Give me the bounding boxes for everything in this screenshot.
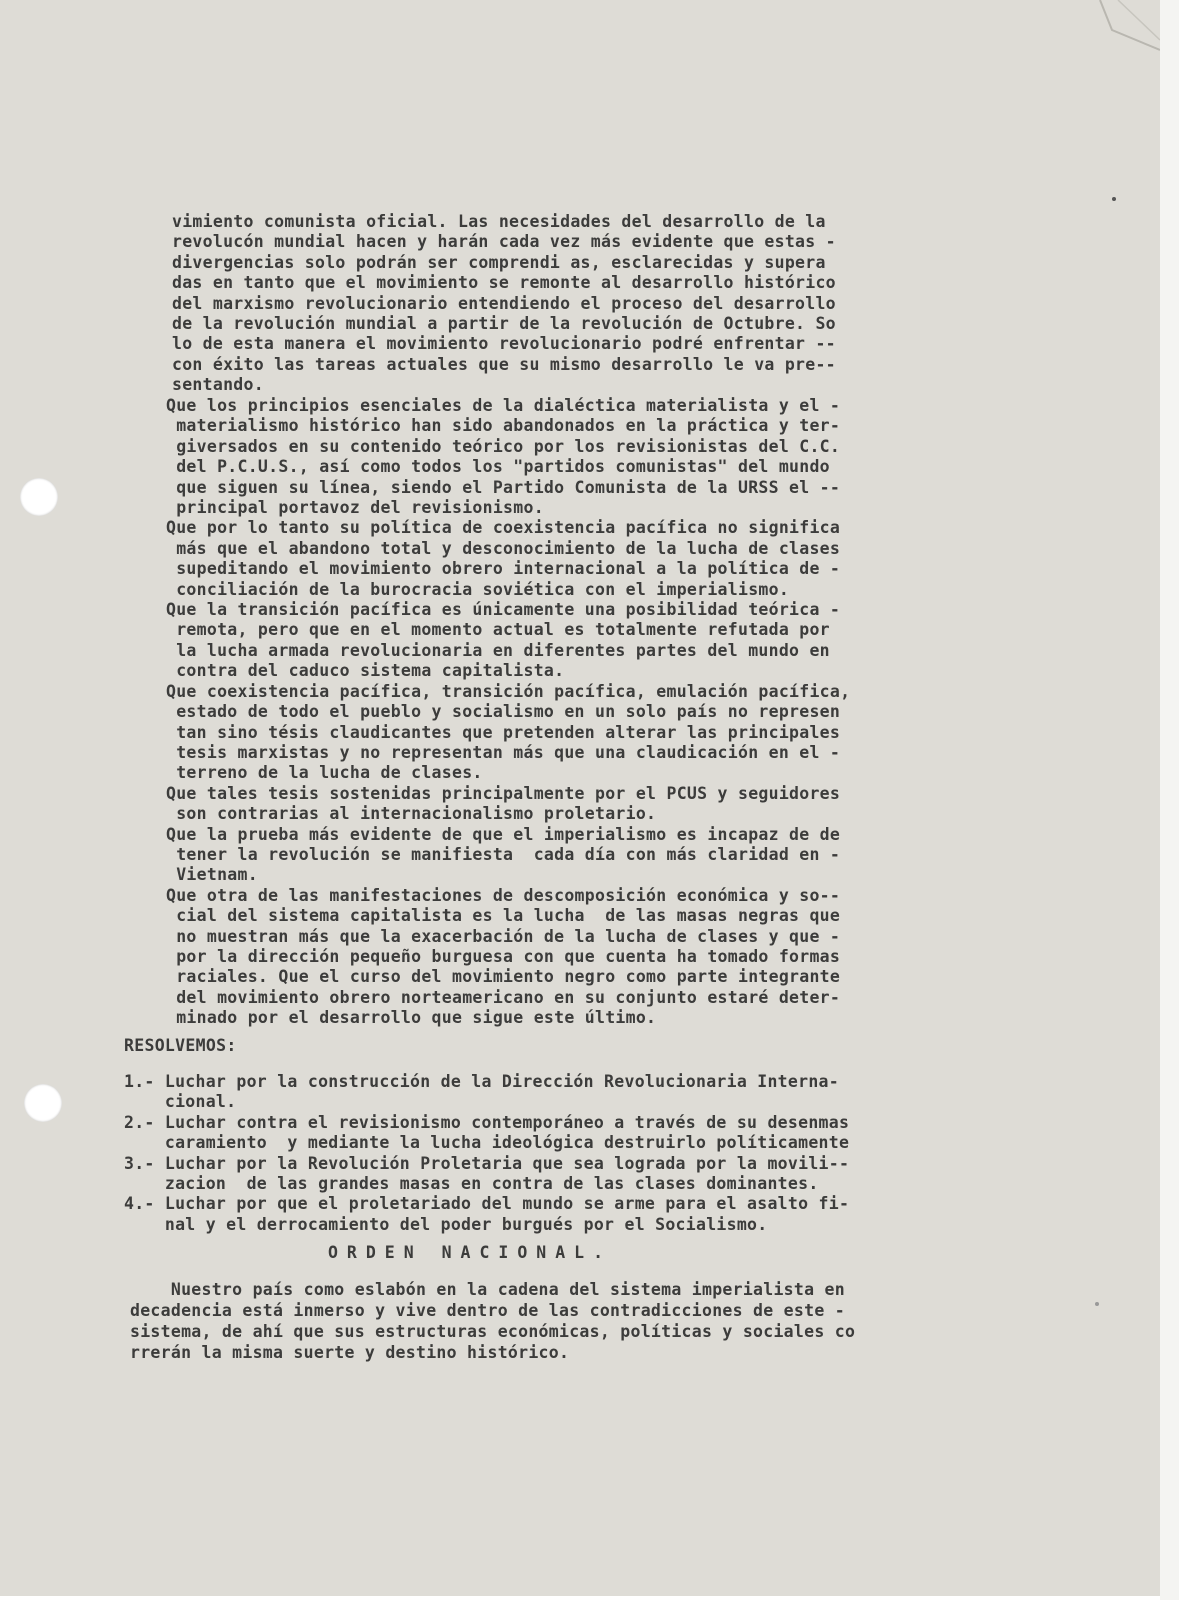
- text-line: tesis marxistas y no representan más que una claudicación en el -: [166, 742, 841, 762]
- text-line: sentando.: [172, 375, 264, 395]
- nacional-paragraph: [130, 1279, 1010, 1363]
- resolutions-heading: RESOLVEMOS:: [124, 1036, 237, 1055]
- ink-speck: [1095, 1302, 1099, 1306]
- text-line: conciliación de la burocracia soviética con el imperialismo.: [166, 579, 790, 599]
- list-item: 4.- Luchar por que el proletariado del mundo se arme para el asalto fi-: [124, 1194, 850, 1214]
- text-line: raciales. Que el curso del movimiento negro como parte integrante: [166, 967, 841, 987]
- text-line: terreno de la lucha de clases.: [166, 763, 483, 783]
- list-item: 3.- Luchar por la Revolución Proletaria que sea lograda por la movili--: [124, 1153, 850, 1173]
- text-line: Que la prueba más evidente de que el imperialismo es incapaz de de: [166, 824, 841, 844]
- list-item: 1.- Luchar por la construcción de la Dirección Revolucionaria Interna-: [124, 1072, 839, 1091]
- text-line: con éxito las tareas actuales que su mismo desarrollo le va pre--: [172, 354, 836, 374]
- folded-corner-mark: [1090, 0, 1160, 70]
- text-line: Vietnam.: [166, 865, 258, 885]
- list-item: nal y el derrocamiento del poder burgués por el Socialismo.: [124, 1214, 768, 1234]
- text-line: que siguen su línea, siendo el Partido Comunista de la URSS el --: [166, 477, 841, 497]
- ink-speck: [1112, 197, 1116, 201]
- text-line: revolucón mundial hacen y harán cada vez más evidente que estas -: [172, 232, 836, 252]
- text-line: del marxismo revolucionario entendiendo el proceso del desarrollo: [172, 293, 836, 313]
- considerations-list: [166, 396, 966, 1029]
- text-line: decadencia está inmerso y vive dentro de las contradicciones de este -: [130, 1301, 845, 1320]
- text-line: supeditando el movimiento obrero internacional a la política de -: [166, 559, 841, 579]
- text-line: lo de esta manera el movimiento revolucionario podré enfrentar --: [172, 334, 836, 354]
- text-line: Nuestro país como eslabón en la cadena del sistema imperialista en: [130, 1280, 845, 1299]
- list-item: 2.- Luchar contra el revisionismo contemporáneo a través de su desenmas: [124, 1112, 850, 1132]
- text-line: por la dirección pequeño burguesa con que cuenta ha tomado formas: [166, 946, 841, 966]
- text-line: del P.C.U.S., así como todos los "partidos comunistas" del mundo: [166, 457, 830, 477]
- text-line: del movimiento obrero norteamericano en su conjunto estaré deter-: [166, 987, 841, 1007]
- punch-hole-lower: [24, 1084, 62, 1122]
- scan-margin: [1160, 0, 1179, 1600]
- text-line: no muestran más que la exacerbación de la lucha de clases y que -: [166, 926, 841, 946]
- text-line: más que el abandono total y desconocimiento de la lucha de clases: [166, 538, 841, 558]
- text-line: rrerán la misma suerte y destino histórico.: [130, 1343, 570, 1362]
- punch-hole-upper: [20, 478, 58, 516]
- list-item: cional.: [124, 1092, 237, 1112]
- list-item: zacion de las grandes masas en contra de las clases dominantes.: [124, 1174, 819, 1194]
- text-line: de la revolución mundial a partir de la revolución de Octubre. So: [172, 314, 836, 334]
- list-item: caramiento y mediante la lucha ideológica destruirlo políticamente: [124, 1133, 850, 1153]
- text-line: tan sino tésis claudicantes que pretenden alterar las principales: [166, 722, 841, 742]
- text-line: estado de todo el pueblo y socialismo en un solo país no represen: [166, 702, 841, 722]
- section-title: ORDEN NACIONAL.: [328, 1243, 613, 1262]
- text-line: materialismo histórico han sido abandonados en la práctica y ter-: [166, 416, 841, 436]
- text-line: la lucha armada revolucionaria en diferentes partes del mundo en: [166, 640, 830, 660]
- text-line: Que los principios esenciales de la dialéctica materialista y el -: [166, 396, 841, 415]
- text-line: vimiento comunista oficial. Las necesidades del desarrollo de la: [172, 212, 826, 231]
- text-line: tener la revolución se manifiesta cada día con más claridad en -: [166, 844, 841, 864]
- text-line: Que por lo tanto su política de coexistencia pacífica no significa: [166, 518, 841, 538]
- text-line: son contrarias al internacionalismo proletario.: [166, 804, 657, 824]
- text-line: Que tales tesis sostenidas principalmente por el PCUS y seguidores: [166, 783, 841, 803]
- text-line: Que la transición pacífica es únicamente una posibilidad teórica -: [166, 600, 841, 620]
- text-line: divergencias solo podrán ser comprendi as, esclarecidas y supera: [172, 252, 826, 272]
- text-line: cial del sistema capitalista es la lucha de las masas negras que: [166, 906, 841, 926]
- intro-paragraph: [172, 212, 972, 396]
- resolutions-list: [124, 1072, 984, 1235]
- text-line: contra del caduco sistema capitalista.: [166, 661, 565, 681]
- text-line: Que otra de las manifestaciones de descomposición económica y so--: [166, 885, 841, 905]
- text-line: remota, pero que en el momento actual es totalmente refutada por: [166, 620, 830, 640]
- text-line: minado por el desarrollo que sigue este último.: [166, 1008, 657, 1028]
- text-line: das en tanto que el movimiento se remonte al desarrollo histórico: [172, 273, 836, 293]
- text-line: Que coexistencia pacífica, transición pacífica, emulación pacífica,: [166, 681, 851, 701]
- text-line: giversados en su contenido teórico por los revisionistas del C.C.: [166, 436, 841, 456]
- text-line: sistema, de ahí que sus estructuras económicas, políticas y sociales co: [130, 1322, 856, 1341]
- text-line: principal portavoz del revisionismo.: [166, 498, 544, 518]
